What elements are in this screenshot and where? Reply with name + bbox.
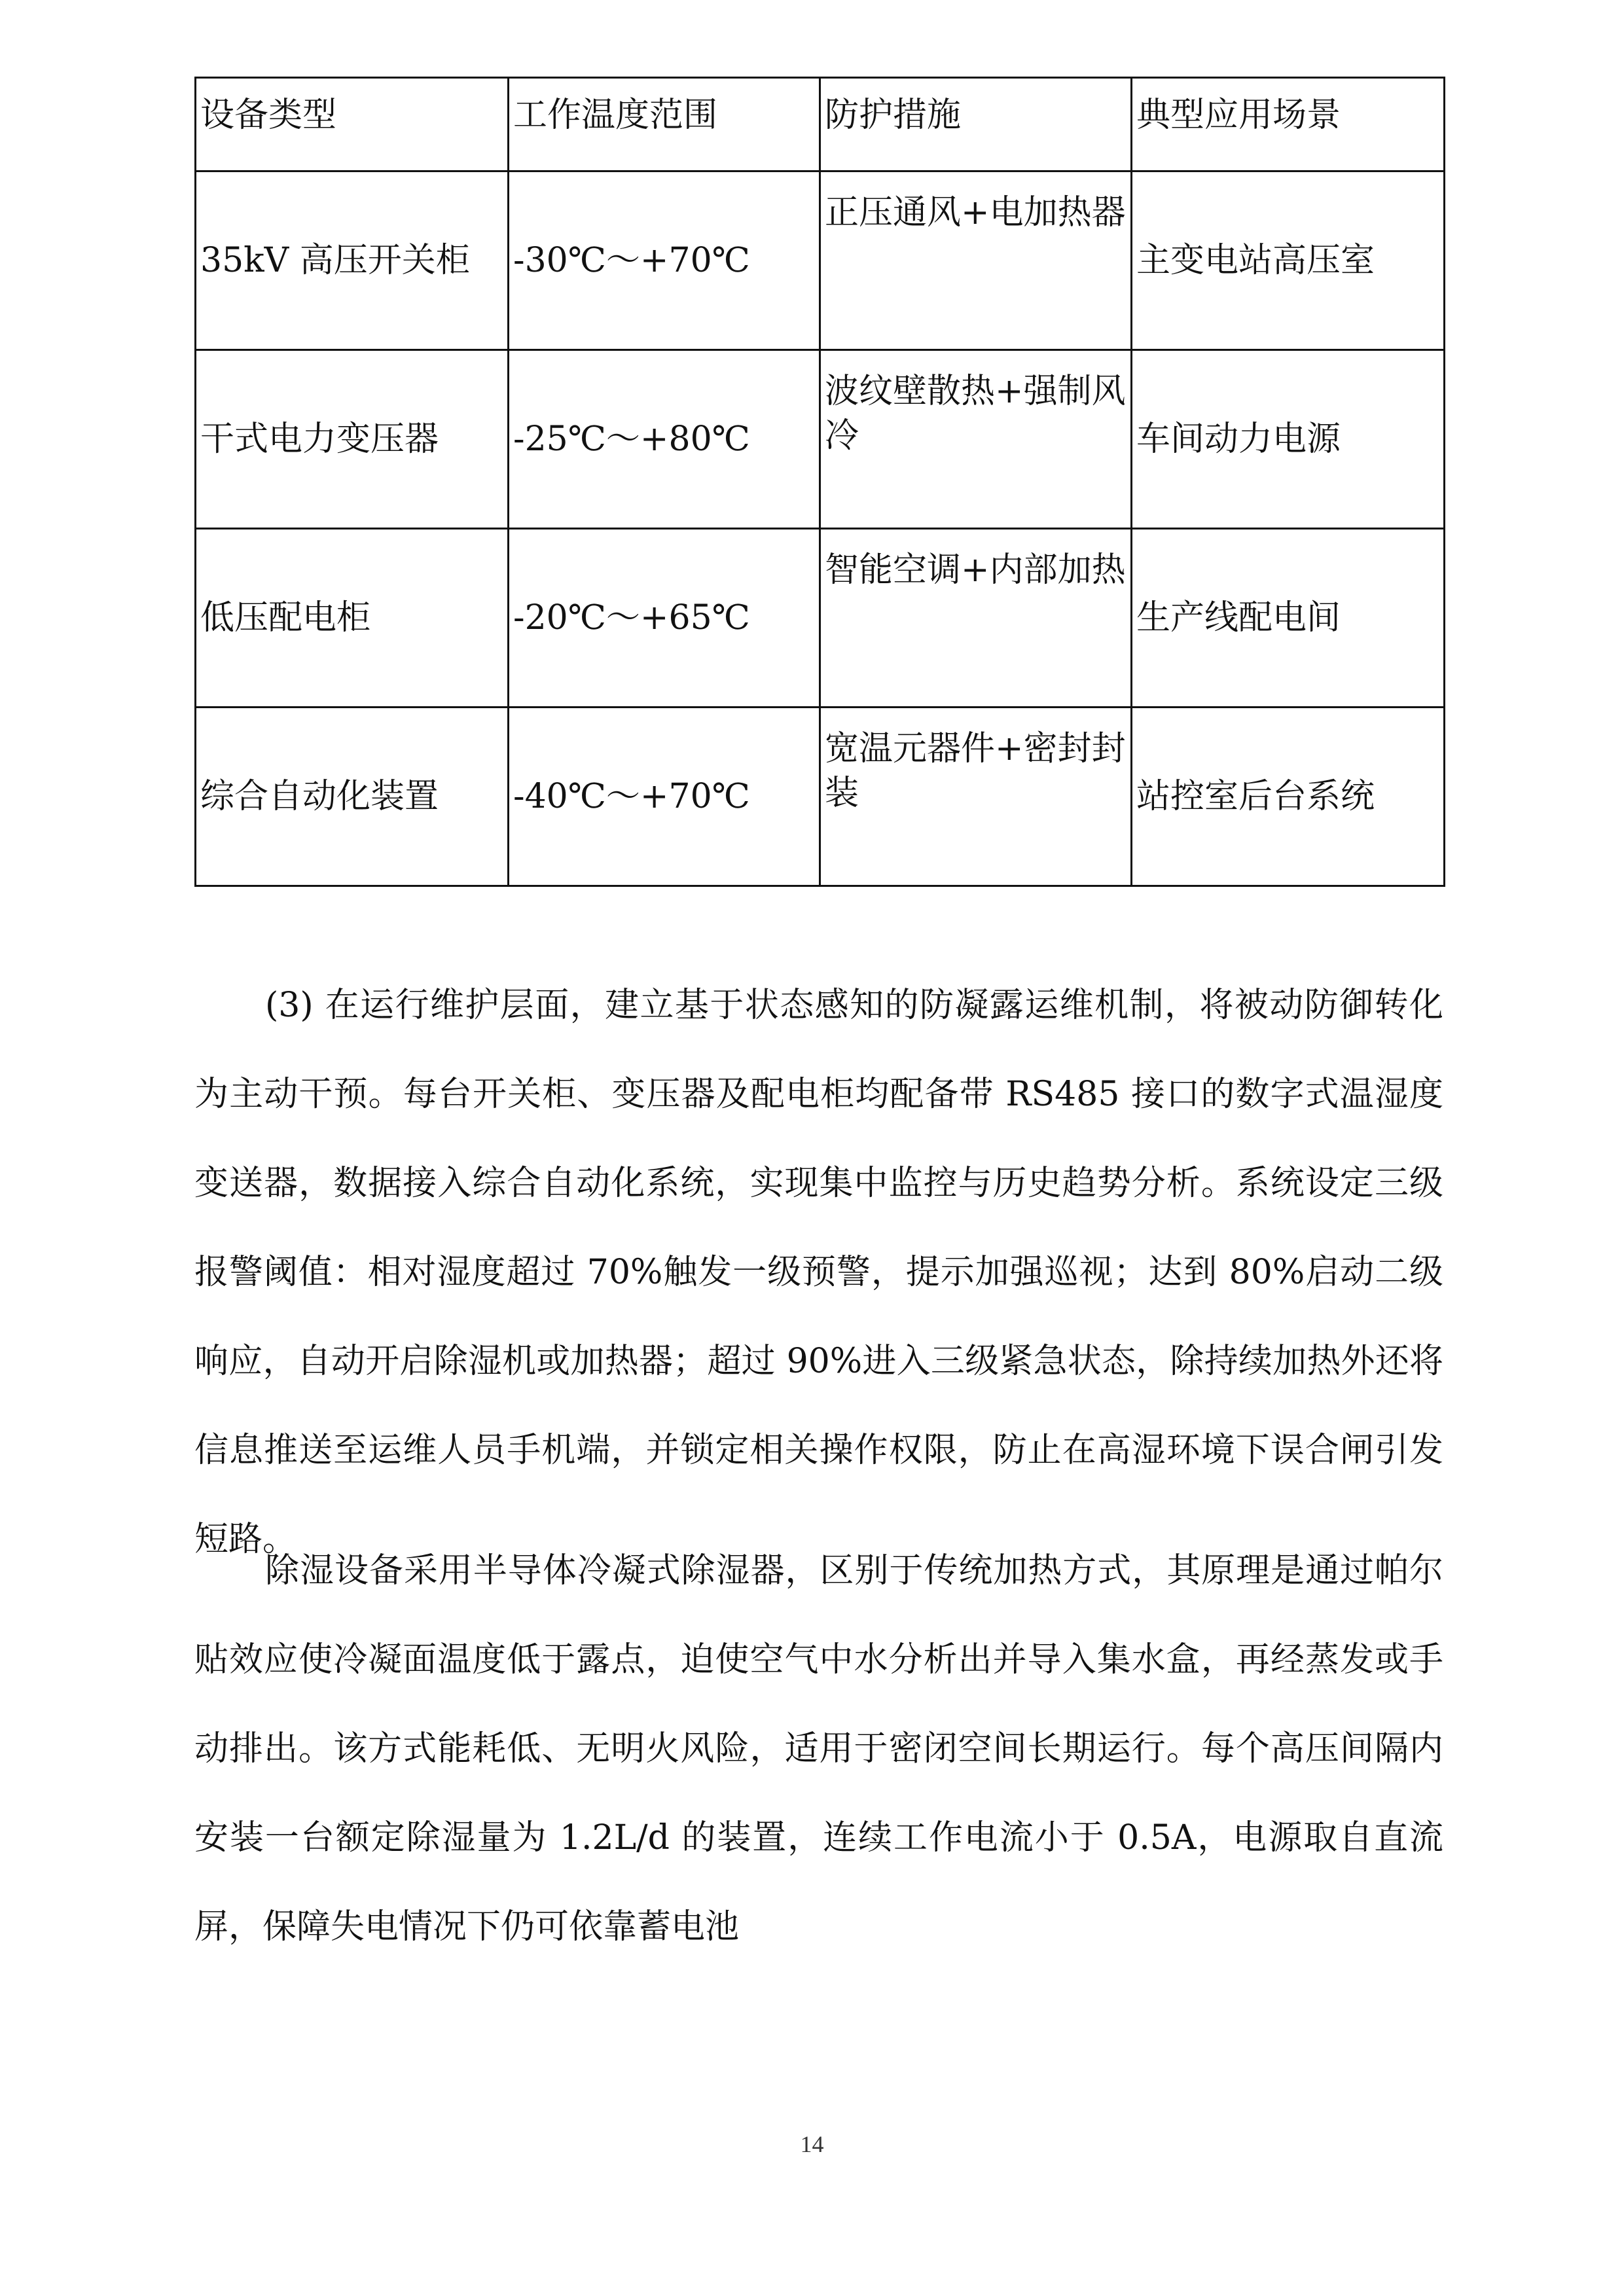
cell-scenario: 主变电站高压室: [1132, 171, 1445, 350]
cell-scenario: 车间动力电源: [1132, 350, 1445, 529]
cell-protection: 智能空调+内部加热: [820, 529, 1132, 708]
cell-temp-range: -30℃～+70℃: [509, 171, 820, 350]
cell-scenario: 生产线配电间: [1132, 529, 1445, 708]
body-paragraph-dehumidifier: 除湿设备采用半导体冷凝式除湿器，区别于传统加热方式，其原理是通过帕尔贴效应使冷凝面温度低于露点，迫使空气中水分析出并导入集水盒，再经蒸发或手动排出。该方式能耗低、无明火风险，适用于密闭空间长期运行。每个高压间隔内安装一台额定除湿量为 1.2L/d 的装置，连续工作电流小于 0.5A，电源取自直流屏，保障失电情况下仍可依靠蓄电池: [194, 1551, 1443, 1946]
table-row: [196, 708, 1445, 886]
header-scenario: 典型应用场景: [1132, 78, 1445, 171]
cell-protection: 正压通风+电加热器: [820, 171, 1132, 350]
body-paragraph-maintenance: (3) 在运行维护层面，建立基于状态感知的防凝露运维机制，将被动防御转化为主动干预。每台开关柜、变压器及配电柜均配备带 RS485 接口的数字式温湿度变送器，数据接入综合自动化系统，实现集中监控与历史趋势分析。系统设定三级报警阈值：相对湿度超过 70%触发一级预警，提示加强巡视；达到 80%启动二级响应，自动开启除湿机或加热器；超过 90%进入三级紧急状态，除持续加热外还将信息推送至运维人员手机端，并锁定相关操作权限，防止在高湿环境下误合闸引发短路。: [194, 986, 1443, 1559]
equipment-temperature-table: [194, 77, 1445, 887]
table-row: [196, 171, 1445, 350]
cell-temp-range: -25℃～+80℃: [509, 350, 820, 529]
cell-protection: 波纹壁散热+强制风冷: [820, 350, 1132, 529]
header-protection: 防护措施: [820, 78, 1132, 171]
table-row: [196, 529, 1445, 708]
cell-scenario: 站控室后台系统: [1132, 708, 1445, 886]
cell-temp-range: -20℃～+65℃: [509, 529, 820, 708]
cell-temp-range: -40℃～+70℃: [509, 708, 820, 886]
header-device-type: 设备类型: [196, 78, 509, 171]
page-number: 14: [800, 2131, 824, 2157]
cell-device: 综合自动化装置: [196, 708, 509, 886]
table-header-row: [196, 78, 1445, 171]
cell-device: 35kV 高压开关柜: [196, 171, 509, 350]
cell-device: 干式电力变压器: [196, 350, 509, 529]
cell-protection: 宽温元器件+密封封装: [820, 708, 1132, 886]
table-row: [196, 350, 1445, 529]
cell-device: 低压配电柜: [196, 529, 509, 708]
header-temp-range: 工作温度范围: [509, 78, 820, 171]
